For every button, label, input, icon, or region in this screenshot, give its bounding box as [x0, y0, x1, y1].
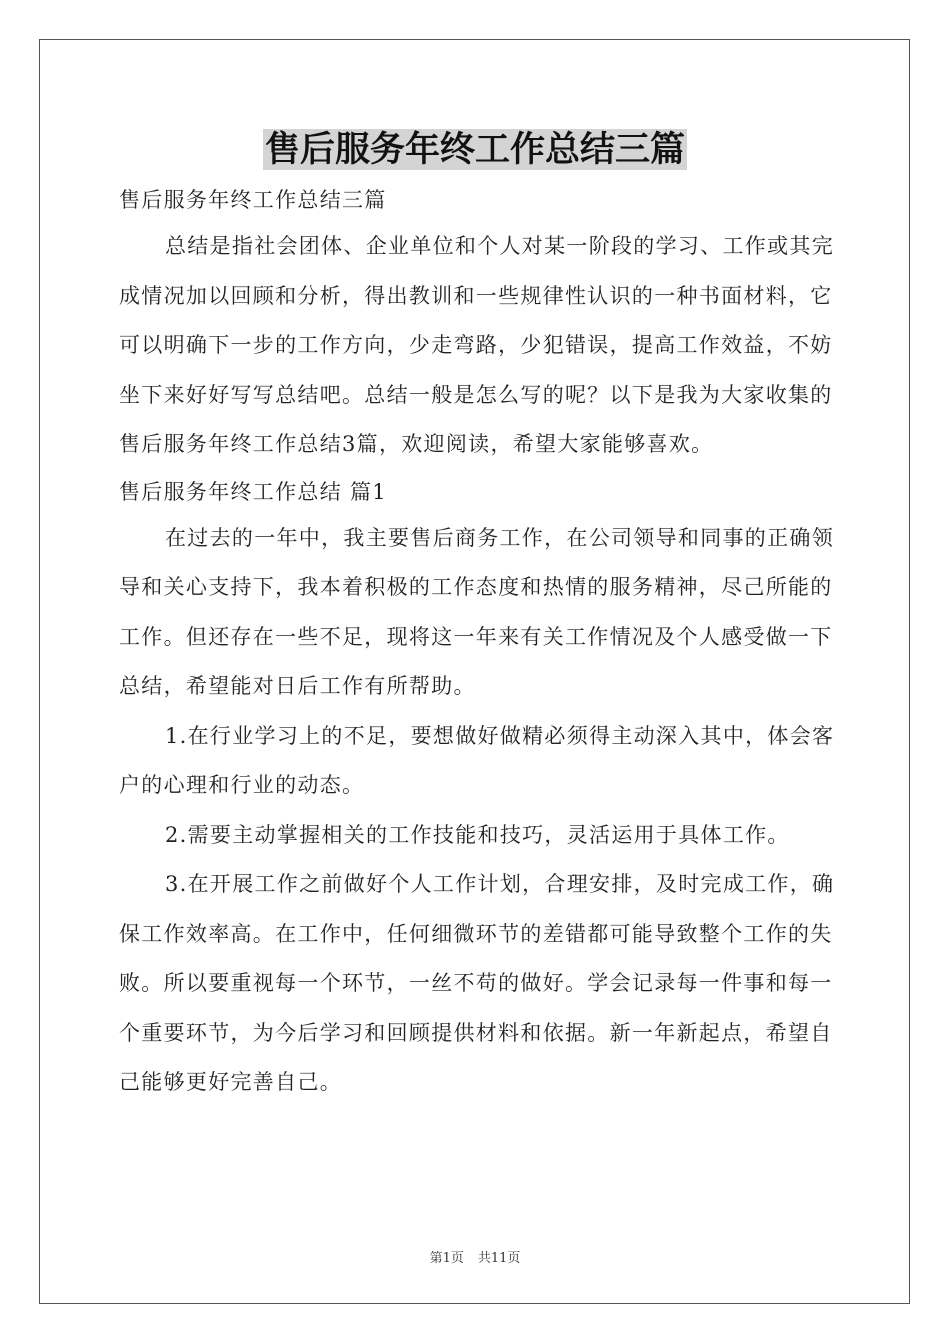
page-number: 第1页 [429, 1251, 464, 1266]
intro-paragraph: 总结是指社会团体、企业单位和个人对某一阶段的学习、工作或其完成情况加以回顾和分析，得出教训和一些规律性认识的一种书面材料，它可以明确下一步的工作方向，少走弯路，少犯错误，提高工作效益，不妨坐下来好好写写总结吧。总结一般是怎么写的呢？以下是我为大家收集的售后服务年终工作总结3篇，欢迎阅读，希望大家能够喜欢。 [119, 234, 834, 456]
section-1-paragraph: 在过去的一年中，我主要售后商务工作，在公司领导和同事的正确领导和关心支持下，我本着积极的工作态度和热情的服务精神，尽己所能的工作。但还存在一些不足，现将这一年来有关工作情况及个人感受做一下总结，希望能对日后工作有所帮助。 [119, 525, 834, 698]
page-total: 共11页 [477, 1251, 521, 1266]
document-title [0, 124, 950, 176]
list-item-1: 1.在行业学习上的不足，要想做好做精必须得主动深入其中，体会客户的心理和行业的动态。 [119, 723, 835, 797]
section-1-heading: 售后服务年终工作总结 篇1 [119, 479, 387, 504]
list-item-2: 2.需要主动掌握相关的工作技能和技巧，灵活运用于具体工作。 [165, 822, 790, 847]
document-title-text: 售后服务年终工作总结三篇 [264, 129, 685, 170]
page-footer [0, 1247, 950, 1266]
document-body [119, 178, 837, 1108]
document-subtitle: 售后服务年终工作总结三篇 [119, 188, 387, 212]
list-item-3: 3.在开展工作之前做好个人工作计划，合理安排，及时完成工作，确保工作效率高。在工作中，任何细微环节的差错都可能导致整个工作的失败。所以要重视每一个环节，一丝不苟的做好。学会记录每一件事和每一个重要环节，为今后学习和回顾提供材料和依据。新一年新起点，希望自己能够更好完善自己。 [119, 872, 835, 1094]
